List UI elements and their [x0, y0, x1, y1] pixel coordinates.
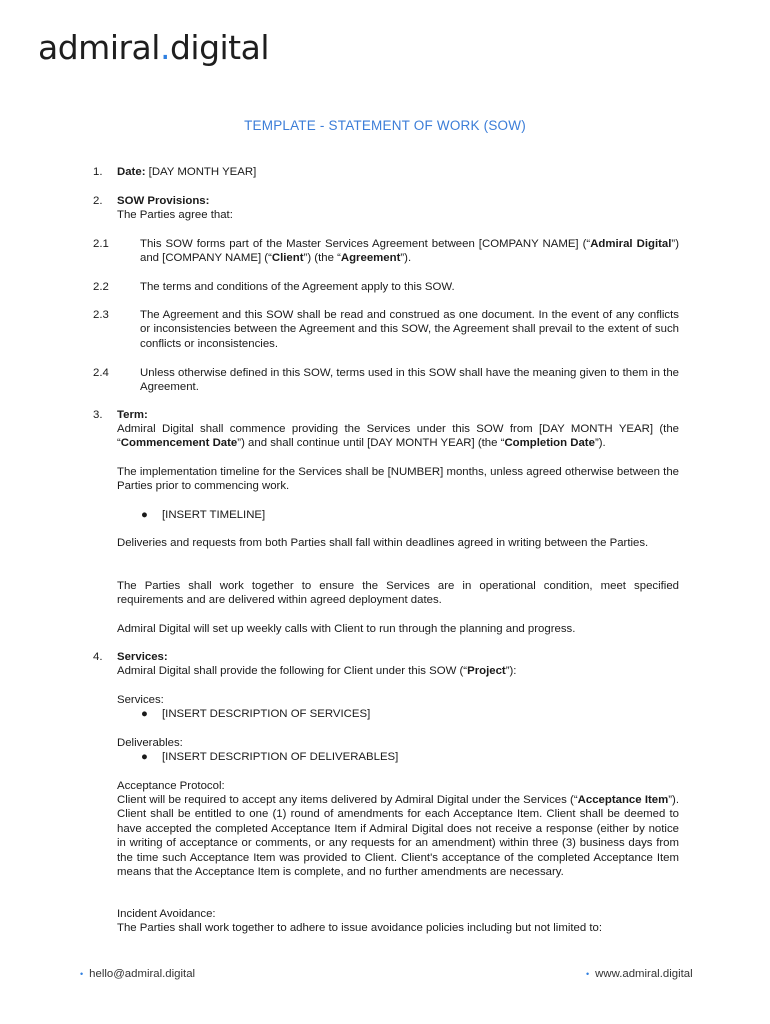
email-link[interactable]: hello@admiral.digital — [89, 968, 196, 980]
term-paragraph-5: Admiral Digital will set up weekly calls with Client to run through the planning and progress. — [117, 623, 576, 635]
term-paragraph-1: Admiral Digital shall commence providing the Services under this SOW from [DAY MONTH YEAR] (the “Commencement Date”) and shall continue until [DAY MONTH YEAR] (the “Completion Date”). — [117, 423, 679, 450]
clause-number: 2.3 — [93, 309, 109, 321]
acceptance-paragraph: Client will be required to accept any items delivered by Admiral Digital under the Services (“Acceptance Item”). Client shall be entitled to one (1) round of amendments for each Acceptance Item. Client shall be deemed to have accepted the completed Acceptance Item if Admiral Digital does not receive a response (either by notice in writing of acceptance or comments, or any requests for an amendment) within three (3) business days from the time such Acceptance Item was provided to Client. Client's acceptance of the completed Acceptance Item means that the Acceptance Item is complete, and no further amendments are necessary. — [117, 794, 680, 879]
section-date: Date: [DAY MONTH YEAR] — [117, 166, 257, 178]
clause-2-2: The terms and conditions of the Agreement apply to this SOW. — [140, 281, 455, 293]
services-intro: Admiral Digital shall provide the following for Client under this SOW (“Project”): — [117, 665, 517, 677]
acceptance-label: Acceptance Protocol: — [117, 780, 225, 792]
section-number: 3. — [93, 409, 103, 421]
services-bullet: [INSERT DESCRIPTION OF SERVICES] — [162, 708, 371, 720]
deliverables-bullet: [INSERT DESCRIPTION OF DELIVERABLES] — [162, 751, 399, 763]
clause-number: 2.1 — [93, 238, 109, 250]
clause-2-4: Unless otherwise defined in this SOW, terms used in this SOW shall have the meaning given to them in the Agreement. — [140, 367, 679, 394]
bullet-dot: ● — [141, 751, 148, 763]
term-paragraph-3: Deliveries and requests from both Parties shall fall within deadlines agreed in writing between the Parties. — [117, 537, 649, 549]
section-number: 1. — [93, 166, 103, 178]
clause-2-3: The Agreement and this SOW shall be read and construed as one document. In the event of any conflicts or inconsistencies between the Agreement and this SOW, the Agreement shall prevail to the extent of such conflicts or inconsistencies. — [140, 309, 679, 350]
clause-number: 2.4 — [93, 367, 109, 379]
bullet-icon: • — [586, 969, 590, 979]
services-label: Services: — [117, 694, 164, 706]
section-sow-provisions: SOW Provisions: The Parties agree that: — [117, 195, 233, 222]
clause-number: 2.2 — [93, 281, 109, 293]
deliverables-label: Deliverables: — [117, 737, 183, 749]
document-title: TEMPLATE - STATEMENT OF WORK (SOW) — [244, 118, 526, 133]
section-number: 4. — [93, 651, 103, 663]
company-logo: admiral.digital — [38, 28, 270, 67]
website-link[interactable]: www.admiral.digital — [595, 968, 693, 980]
footer-email — [80, 968, 195, 980]
section-services-heading: Services: — [117, 651, 168, 663]
bullet-dot: ● — [141, 509, 148, 521]
incident-paragraph: The Parties shall work together to adhere to issue avoidance policies including but not limited to: — [117, 922, 603, 934]
section-term-heading: Term: — [117, 409, 148, 421]
timeline-bullet: [INSERT TIMELINE] — [162, 509, 266, 521]
clause-2-1: This SOW forms part of the Master Services Agreement between [COMPANY NAME] (“Admiral Digital”) and [COMPANY NAME] (“Client”) (the “Agreement”). — [140, 238, 679, 265]
footer-website — [586, 968, 693, 980]
term-paragraph-4: The Parties shall work together to ensure the Services are in operational condition, meet specified requirements and are delivered within agreed deployment dates. — [117, 580, 679, 607]
bullet-icon: • — [80, 969, 84, 979]
section-number: 2. — [93, 195, 103, 207]
incident-label: Incident Avoidance: — [117, 908, 216, 920]
term-paragraph-2: The implementation timeline for the Services shall be [NUMBER] months, unless agreed otherwise between the Parties prior to commencing work. — [117, 466, 679, 493]
bullet-dot: ● — [141, 708, 148, 720]
